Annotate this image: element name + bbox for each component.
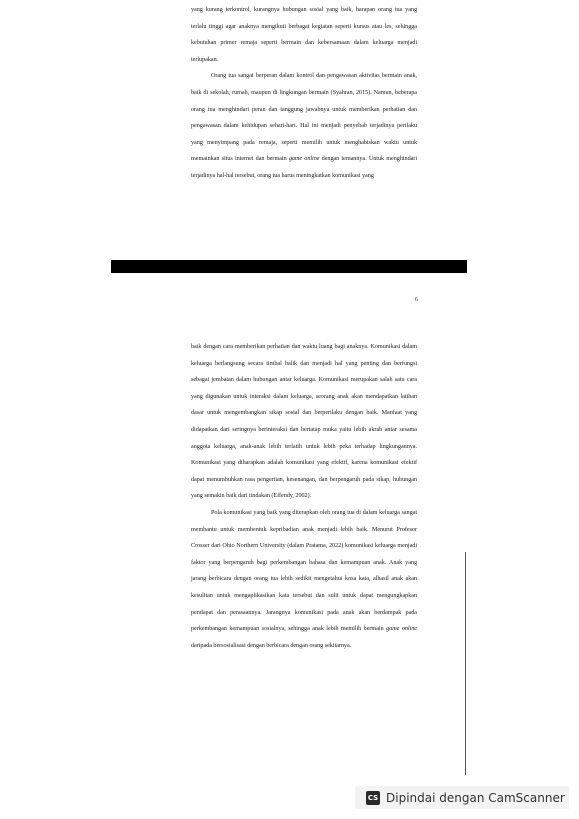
paragraph xyxy=(191,68,417,184)
paragraph: yang kurang terkontrol, kurangnya hubungan sosial yang baik, harapan orang tua yang terlalu tinggi agar anaknya mengikuti berbagai kegiatan seperti kursus atau les, sehingga kebutuhan primer remaja seperti bermain dan kebersamaan dalam keluarga menjadi terlupakan. xyxy=(191,6,417,63)
italic-term: game online xyxy=(386,625,417,633)
top-page-text xyxy=(191,2,417,185)
italic-term: game online xyxy=(288,155,320,163)
page-number: 6 xyxy=(415,297,418,303)
scan-edge-line xyxy=(465,552,466,775)
paragraph xyxy=(191,505,417,654)
camscanner-watermark xyxy=(355,786,569,809)
text-run: dengan temannya. Untuk menghindari terjadinya hal-hal tersebut, orang tua harus meningkatkan komunikasi yang xyxy=(191,155,417,179)
bottom-page-text xyxy=(191,339,417,654)
camscanner-text: Dipindai dengan CamScanner xyxy=(386,790,565,805)
text-run: daripada bersosialisasi dengan berbicara dengan orang sekitarnya. xyxy=(191,641,352,649)
page-separator xyxy=(111,260,467,273)
camscanner-logo-icon: CS xyxy=(366,791,380,805)
text-run: Pola komunikasi yang baik yang diterapkan oleh orang tua di dalam keluarga sangat membantu untuk membentuk kepribadian anak menjadi lebih baik. Menurut Profesor Crosser dari Ohio Northern University (dalam Pratama, 2022) komunikasi keluarga menjadi faktor yang berpengaruh bagi perkembangan bahasa dan kemampuan anak. Anak yang jarang berbicara dengan orang tua lebih sedikit mengetahui kosa kata, alhasil anak akan kesulitan untuk mengaplikasikan kata tersebut dan sulit untuk dapat mengungkapkan pendapat dan perasaannya. Jarangnya komunikasi pada anak akan berdampak pada perkembangan kemampuan sosialnya, sehingga anak lebih memilih bermain xyxy=(191,508,417,633)
text-run: Orang tua sangat berperan dalam kontrol dan pengawasan aktivitas bermain anak, baik di sekolah, rumah, maupun di lingkungan bermain (Syahran, 2015). Namun, beberapa orang tua menghindari peran dan tanggung jawabnya untuk memberikan perhatian dan pengawasan dalam kehidupan sehari-hari. Hal ini menjadi penyebab terjadinya perilaku yang menyimpang pada remaja, seperti memilih untuk menghabiskan waktu untuk memainkan situs internet dan bermain xyxy=(191,72,417,163)
paragraph: baik dengan cara memberikan perhatian dan waktu luang bagi anaknya. Komunikasi dalam keluarga berlangsung secara timbal balik dan menjadi hal yang penting dan berfungsi sebagai jembatan dalam hubungan antar keluarga. Komunikasi merupakan salah satu cara yang digunakan untuk interaksi dalam keluarga, seorang anak akan mendapatkan latihan dasar untuk mengembangkan sikap sosial dan berperilaku dengan baik. Manfaat yang didapatkan dari seringnya berinteraksi dan bertatap muka yaitu lebih akrab antar sesama anggota keluarga, anak-anak lebih terlatih untuk lebih peka terhadap lingkungannya. Komunikasi yang diharapkan adalah komunikasi yang efektif, karena komunikasi efektif dapat menumbuhkan rasa pengertian, kesenangan, dan berpengaruh pada sikap, hubungan yang semakin baik dari tindakan (Effendy, 2002). xyxy=(191,343,417,500)
